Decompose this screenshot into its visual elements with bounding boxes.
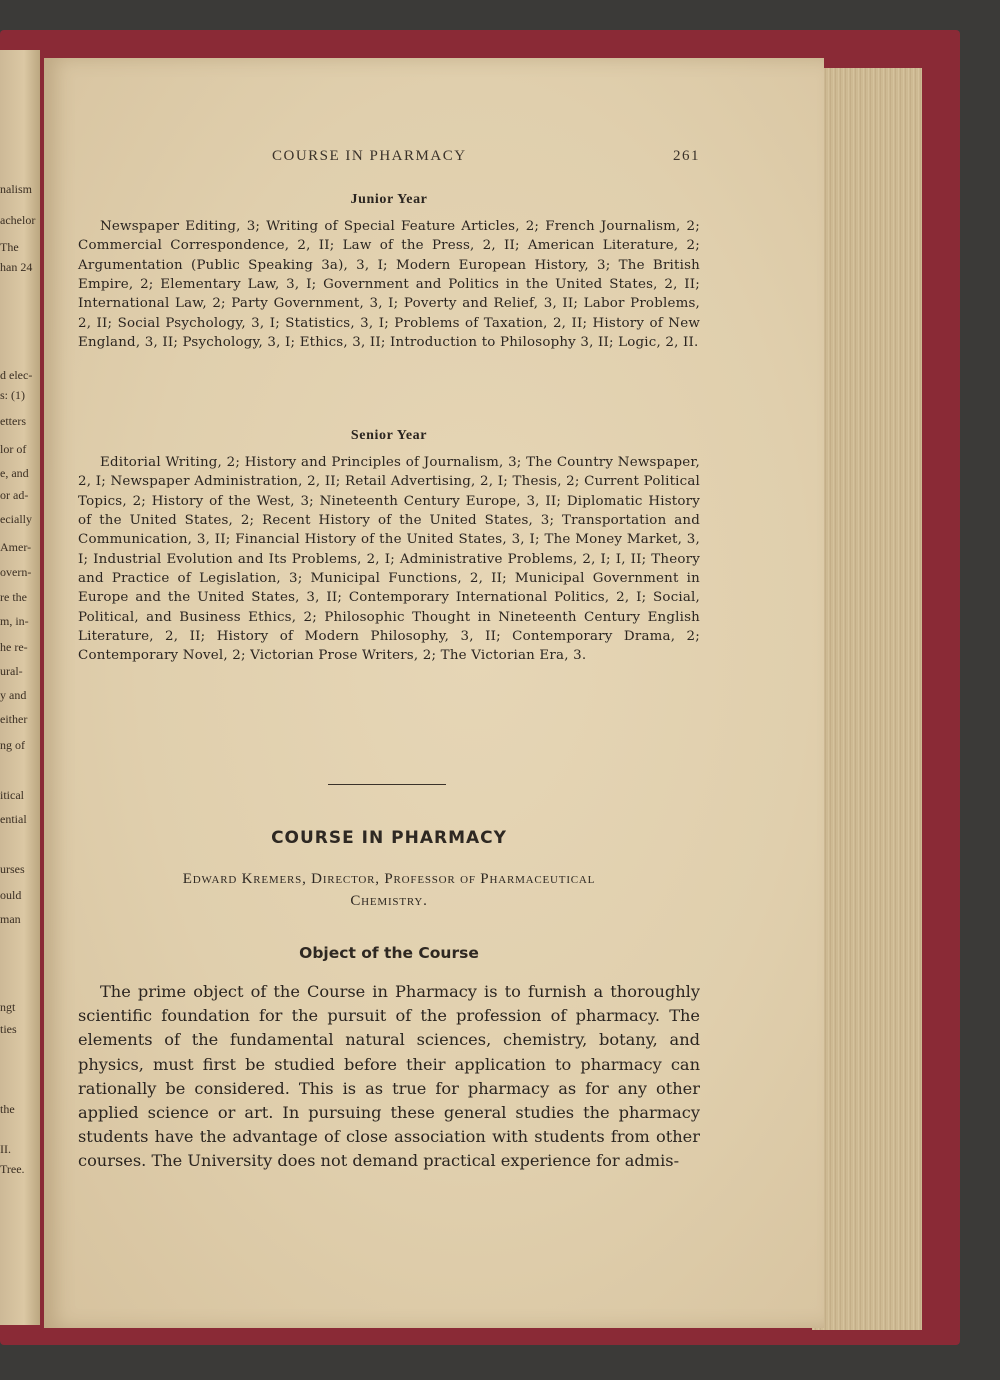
pharmacy-section-title: COURSE IN PHARMACY [271, 828, 507, 848]
prev-page-fragment: etters [0, 414, 26, 428]
prev-page-fragment: y and [0, 688, 27, 702]
prev-page-fragment: II. [0, 1142, 11, 1156]
prev-page-fragment: he re- [0, 640, 28, 654]
prev-page-fragment: ecially [0, 512, 32, 526]
running-head [78, 148, 700, 170]
section-divider [328, 784, 446, 785]
prev-page-fragment: The [0, 240, 19, 254]
junior-year-courses: Newspaper Editing, 3; Writing of Special Feature Articles, 2; French Journalism, 2; Commercial Correspondence, 2, II; Law of the Press, 2, II; American Literature, 2; Argumentation (Public Speaking 3a), 3, I; Modern European History, 3; The British Empire, 2; Elementary Law, 3, I; Government and Politics in the United States, 2, II; International Law, 2; Party Government, 3, I; Poverty and Relief, 3, II; Labor Problems, 2, II; Social Psychology, 3, I; Statistics, 3, I; Problems of Taxation, 2, II; History of New England, 3, II; Psychology, 3, I; Ethics, 3, II; Introduction to Philosophy 3, II; Logic, 2, II. [78, 219, 700, 351]
prev-page-fragment: ural- [0, 664, 23, 678]
prev-page-fragment: the [0, 1102, 15, 1116]
prev-page-fragment: re the [0, 590, 27, 604]
prev-page-fragment: ould [0, 888, 22, 902]
running-head-title: COURSE IN PHARMACY [272, 148, 467, 164]
prev-page-fragment: e, and [0, 466, 29, 480]
prev-page-fragment: m, in- [0, 614, 29, 628]
prev-page-fragment: ties [0, 1022, 17, 1036]
prev-page-fragment: ng of [0, 738, 25, 752]
object-of-course-heading: Object of the Course [299, 944, 479, 962]
prev-page-fragment: Amer- [0, 540, 32, 554]
page-edges [812, 68, 922, 1330]
prev-page-fragment: achelor [0, 213, 36, 227]
faculty-line [78, 868, 700, 912]
prev-page-fragment: han 24 [0, 260, 33, 274]
prev-page-fragment: or ad- [0, 488, 29, 502]
prev-page-fragment: ngt [0, 1000, 16, 1014]
senior-year-courses: Editorial Writing, 2; History and Principles of Journalism, 3; The Country Newspaper, 2, I; Newspaper Administration, 2, II; Retail Advertising, 2, I; Thesis, 2; Current Political Topics, 2; History of the West, 3; Nineteenth Century Europe, 3, II; Diplomatic History of the United States, 2; Recent History of the United States, 3; Transportation and Communication, 3, II; Financial History of the United States, 3, I; The Money Market, 3, I; Industrial Evolution and Its Problems, 2, I; Administrative Problems, 2, I; I, II; Theory and Practice of Legislation, 3; Municipal Functions, 2, II; Municipal Government in Europe and the United States, 3, II; Contemporary International Politics, 2, I; Social, Political, and Business Ethics, 2; Philosophic Thought in Nineteenth Century English Literature, 2, II; History of Modern Philosophy, 3, II; Contemporary Drama, 2; Contemporary Novel, 2; Victorian Prose Writers, 2; The Victorian Era, 3. [78, 455, 700, 664]
prev-page-fragment: overn- [0, 565, 32, 579]
object-of-course-text: The prime object of the Course in Pharmacy is to furnish a thoroughly scientific foundation for the pursuit of the profession of pharmacy. The elements of the fundamental natural sciences, chemistry, botany, and physics, must first be studied before their application to pharmacy can rationally be considered. This is as true for pharmacy as for any other applied science or art. In pursuing these general studies the pharmacy students have the advantage of close association with students from other courses. The University does not demand practical experience for admis- [78, 982, 700, 1171]
prev-page-fragment: itical [0, 788, 24, 802]
prev-page-fragment: s: (1) [0, 388, 25, 402]
prev-page-fragment: d elec- [0, 368, 33, 382]
prev-page-fragment: ential [0, 812, 27, 826]
prev-page-fragment: nalism [0, 182, 32, 196]
prev-page-fragment: Tree. [0, 1162, 25, 1176]
previous-page-edge [0, 50, 40, 1325]
senior-year-heading: Senior Year [350, 428, 428, 443]
prev-page-fragment: urses [0, 862, 25, 876]
prev-page-fragment: lor of [0, 442, 27, 456]
prev-page-fragment: either [0, 712, 28, 726]
faculty-line-2: Chemistry. [350, 893, 428, 909]
faculty-line-1: Edward Kremers, Director, Professor of Pharmaceutical [182, 871, 596, 887]
page-number: 261 [673, 148, 700, 164]
prev-page-fragment: man [0, 912, 21, 926]
junior-year-heading: Junior Year [350, 192, 428, 207]
